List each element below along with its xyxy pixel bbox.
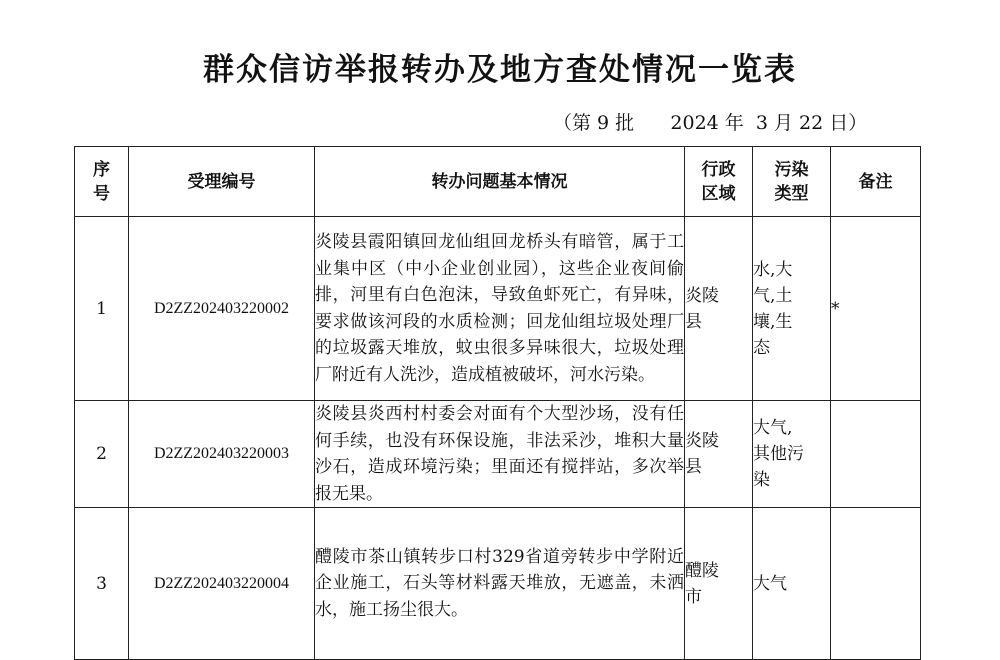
cell-note [831, 401, 921, 508]
cell-code: D2ZZ202403220002 [129, 217, 315, 401]
table-row [75, 217, 921, 401]
cell-no: 2 [75, 401, 129, 508]
cell-region: 醴陵市 [685, 508, 753, 660]
header-type: 污染类型 [753, 147, 831, 217]
cell-type: 大气,其他污染 [753, 401, 831, 508]
cell-region: 炎陵县 [685, 217, 753, 401]
cell-note [831, 508, 921, 660]
cell-desc: 醴陵市茶山镇转步口村329省道旁转步中学附近企业施工，石头等材料露天堆放，无遮盖，未洒水，施工扬尘很大。 [315, 508, 685, 660]
cell-desc: 炎陵县炎西村村委会对面有个大型沙场，没有任何手续，也没有环保设施，非法采沙，堆积大量沙石，造成环境污染；里面还有搅拌站，多次举报无果。 [315, 401, 685, 508]
header-no: 序号 [75, 147, 129, 217]
complaints-table [74, 146, 921, 660]
cell-note: * [831, 217, 921, 401]
cell-desc: 炎陵县霞阳镇回龙仙组回龙桥头有暗管，属于工业集中区（中小企业创业园），这些企业夜间偷排，河里有白色泡沫，导致鱼虾死亡，有异味，要求做该河段的水质检测；回龙仙组垃圾处理厂的垃圾露天堆放，蚊虫很多异味很大，垃圾处理厂附近有人洗沙，造成植被破坏，河水污染。 [315, 217, 685, 401]
cell-code: D2ZZ202403220004 [129, 508, 315, 660]
header-desc: 转办问题基本情况 [315, 147, 685, 217]
document-title: 群众信访举报转办及地方查处情况一览表 [203, 52, 797, 88]
table-header-row [75, 147, 921, 217]
cell-type: 水,大气,土壤,生态 [753, 217, 831, 401]
header-code: 受理编号 [129, 147, 315, 217]
table-row [75, 508, 921, 660]
cell-no: 3 [75, 508, 129, 660]
cell-region: 炎陵县 [685, 401, 753, 508]
cell-type: 大气 [753, 508, 831, 660]
table-row [75, 401, 921, 508]
cell-no: 1 [75, 217, 129, 401]
cell-code: D2ZZ202403220003 [129, 401, 315, 508]
header-note: 备注 [831, 147, 921, 217]
header-region: 行政区域 [685, 147, 753, 217]
batch-date-line: （第 9 批 2024 年 3 月 22 日） [553, 112, 868, 134]
